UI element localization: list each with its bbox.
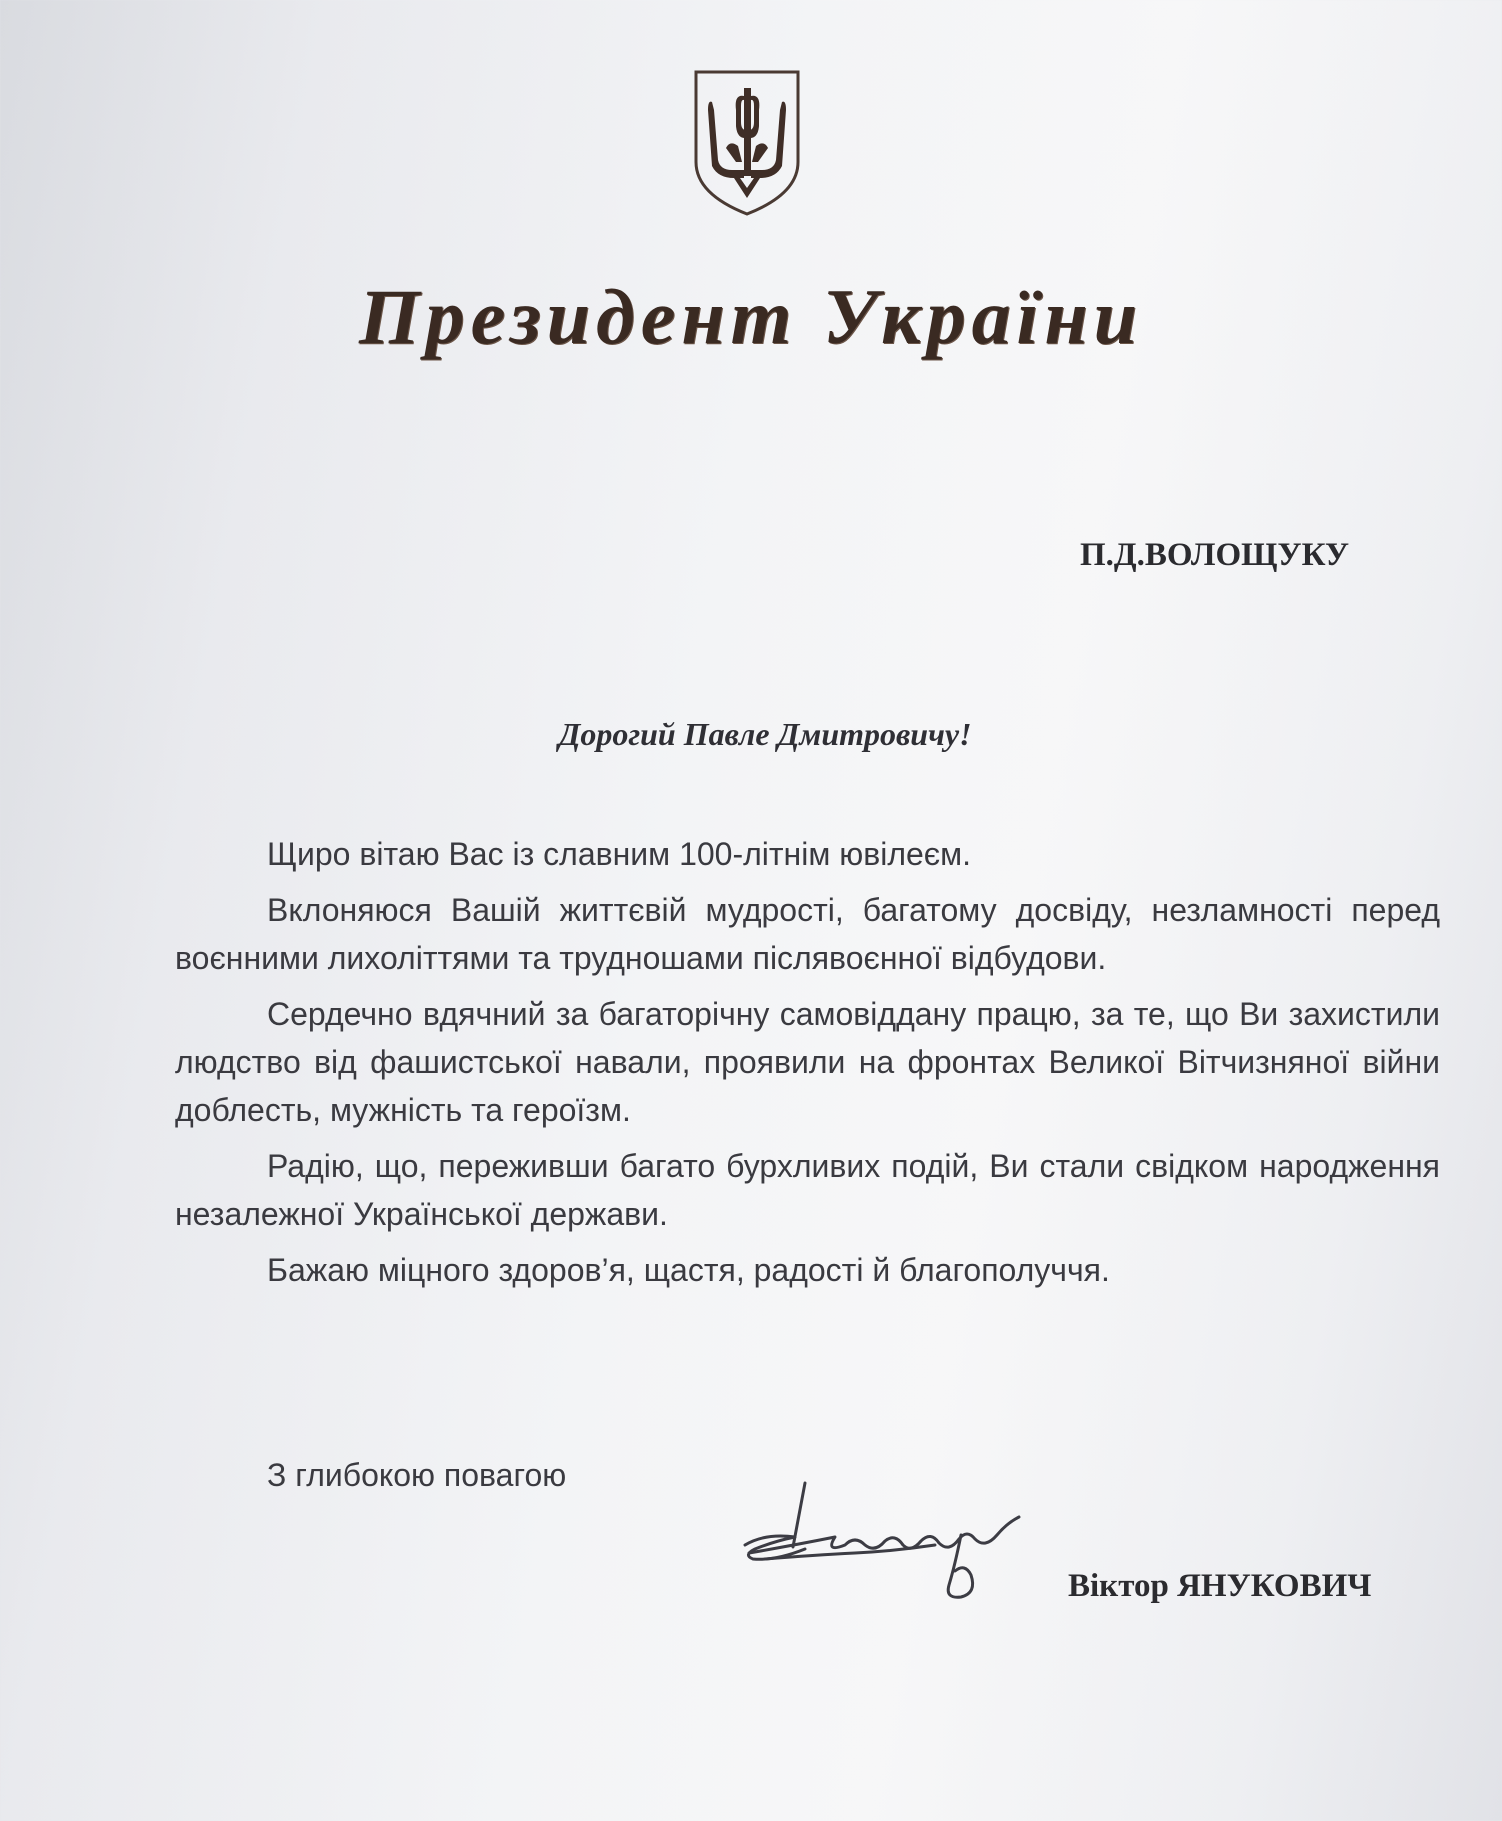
handwritten-signature — [735, 1475, 1055, 1605]
greeting-line: Дорогий Павле Дмитровичу! — [558, 716, 972, 752]
paragraph-4: Радію, що, переживши багато бурхливих подій, Ви стали свідком народження незалежної Української держави. — [175, 1148, 1440, 1232]
signer-name: Віктор ЯНУКОВИЧ — [1068, 1568, 1372, 1604]
paragraph-5: Бажаю міцного здоров’я, щастя, радості й благополуччя. — [267, 1252, 1110, 1288]
paragraph-1: Щиро вітаю Вас із славним 100-літнім ювілеєм. — [267, 836, 972, 872]
paragraph-3: Сердечно вдячний за багаторічну самовіддану працю, за те, що Ви захистили людство від фашистської навали, проявили на фронтах Великої Вітчизняної війни доблесть, мужність та героїзм. — [175, 996, 1440, 1128]
letterhead-title: Президент України — [358, 273, 1144, 360]
recipient-name: П.Д.ВОЛОЩУКУ — [1080, 537, 1350, 573]
trident-emblem-icon — [690, 66, 804, 218]
closing-phrase: З глибокою повагою — [267, 1457, 567, 1493]
paragraph-2: Вклоняюся Вашій життєвій мудрості, багатому досвіду, незламності перед воєнними лихоліттями та трудношами післявоєнної відбудови. — [175, 892, 1440, 976]
letter-body — [175, 830, 1440, 1302]
